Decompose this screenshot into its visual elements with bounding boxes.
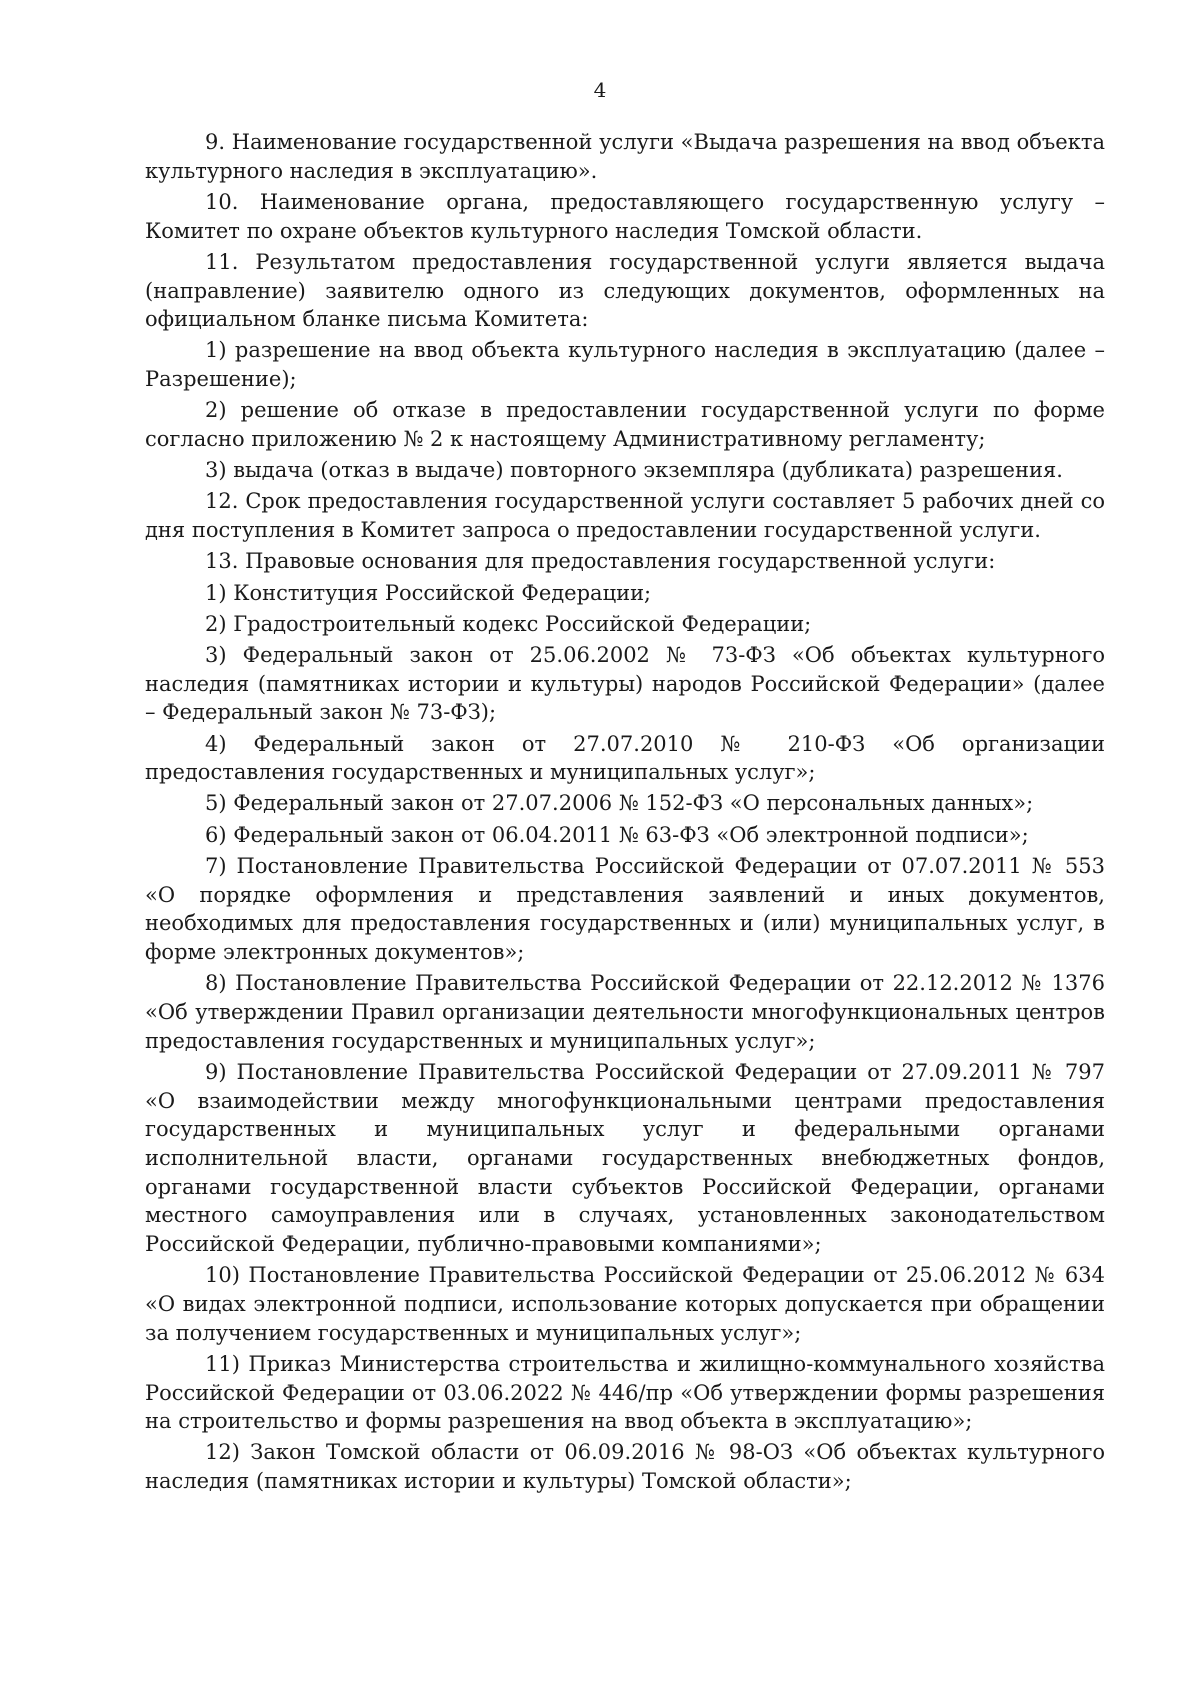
document-body [145, 128, 1105, 1498]
legal-basis-item-1: 1) Конституция Российской Федерации; [205, 580, 652, 605]
legal-basis-item-8: 8) Постановление Правительства Российской Федерации от 22.12.2012 № 1376 «Об утверждении Правил организации деятельности многофункциональных центров предоставления государственных и муниципальных услуг»; [145, 971, 1105, 1053]
legal-basis-item-2: 2) Градостроительный кодекс Российской Федерации; [205, 611, 812, 636]
legal-basis-item-3: 3) Федеральный закон от 25.06.2002 № 73-ФЗ «Об объектах культурного наследия (памятниках истории и культуры) народов Российской Федерации» (далее – Федеральный закон № 73-ФЗ); [145, 642, 1105, 725]
paragraph-result-3: 3) выдача (отказ в выдаче) повторного экземпляра (дубликата) разрешения. [205, 458, 1063, 483]
legal-basis-item-4: 4) Федеральный закон от 27.07.2010 № 210-ФЗ «Об организации предоставления государственных и муниципальных услуг»; [145, 731, 1105, 785]
paragraph-item-12-term: 12. Срок предоставления государственной услуги составляет 5 рабочих дней со дня поступления в Комитет запроса о предоставлении государственной услуги. [145, 489, 1105, 543]
legal-basis-item-9: 9) Постановление Правительства Российской Федерации от 27.09.2011 № 797 «О взаимодействии между многофункциональными центрами предоставления государственных и муниципальных услуг и федеральными органами исполнительной власти, органами государственных внебюджетных фондов, органами государственной власти субъектов Российской Федерации, органами местного самоуправления или в случаях, установленных законодательством Российской Федерации, публично-правовыми компаниями»; [145, 1059, 1105, 1257]
legal-basis-item-11: 11) Приказ Министерства строительства и жилищно-коммунального хозяйства Российской Федерации от 03.06.2022 № 446/пр «Об утверждении формы разрешения на строительство и формы разрешения на ввод объекта в эксплуатацию»; [145, 1351, 1105, 1434]
legal-basis-item-6: 6) Федеральный закон от 06.04.2011 № 63-ФЗ «Об электронной подписи»; [205, 822, 1029, 847]
paragraph-result-1: 1) разрешение на ввод объекта культурного наследия в эксплуатацию (далее – Разрешение); [145, 338, 1105, 392]
paragraph-item-9-service-name: 9. Наименование государственной услуги «Выдача разрешения на ввод объекта культурного наследия в эксплуатацию». [145, 130, 1105, 183]
paragraph-item-10-authority: 10. Наименование органа, предоставляющего государственную услугу – Комитет по охране объектов культурного наследия Томской области. [145, 189, 1105, 243]
page-number: 4 [593, 78, 607, 102]
paragraph-result-2: 2) решение об отказе в предоставлении государственной услуги по форме согласно приложению № 2 к настоящему Административному регламенту; [145, 398, 1105, 452]
legal-basis-item-5: 5) Федеральный закон от 27.07.2006 № 152-ФЗ «О персональных данных»; [205, 791, 1034, 816]
legal-basis-item-10: 10) Постановление Правительства Российской Федерации от 25.06.2012 № 634 «О видах электронной подписи, использование которых допускается при обращении за получением государственных и муниципальных услуг»; [145, 1263, 1105, 1345]
paragraph-item-11-result: 11. Результатом предоставления государственной услуги является выдача (направление) заявителю одного из следующих документов, оформленных на официальном бланке письма Комитета: [145, 249, 1105, 332]
legal-basis-item-12: 12) Закон Томской области от 06.09.2016 № 98-ОЗ «Об объектах культурного наследия (памятниках истории и культуры) Томской области»; [145, 1440, 1105, 1494]
legal-basis-item-7: 7) Постановление Правительства Российской Федерации от 07.07.2011 № 553 «О порядке оформления и представления заявлений и иных документов, необходимых для предоставления государственных и (или) муниципальных услуг, в форме электронных документов»; [145, 853, 1105, 964]
paragraph-item-13-legal-basis: 13. Правовые основания для предоставления государственной услуги: [205, 549, 996, 574]
